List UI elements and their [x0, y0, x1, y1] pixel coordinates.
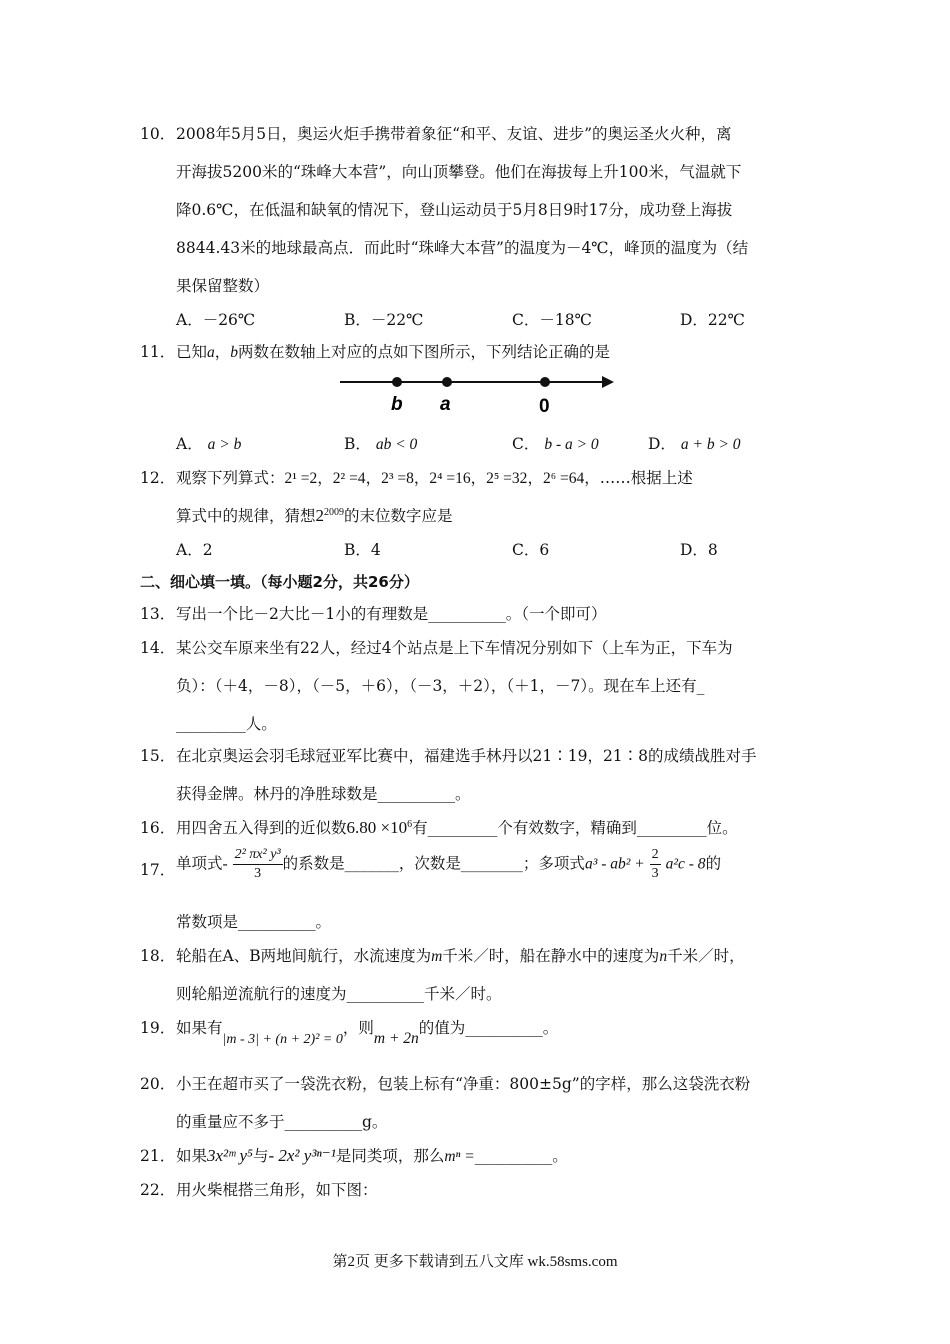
q18-var-n: n	[659, 948, 668, 965]
label-a: a	[440, 394, 451, 415]
q17-polynomial-fraction	[650, 848, 661, 881]
number-line-arrow	[602, 376, 614, 388]
q22-text: 用火柴棍搭三角形，如下图：	[176, 1181, 378, 1199]
q10-text-1: 2008年5月5日，奥运火炬手携带着象征“和平、友谊、进步”的奥运圣火火种，离	[176, 125, 732, 143]
q22-number: 22．	[140, 1181, 176, 1199]
q15-text-1: 在北京奥运会羽毛球冠亚军比赛中，福建选手林丹以21∶19，21∶8的成绩战胜对手	[176, 747, 757, 765]
number-line-figure	[340, 366, 620, 418]
q19-post: 的值为__________。	[418, 1019, 559, 1037]
q18-pre: 轮船在A、B两地间航行，水流速度为	[176, 947, 432, 965]
q20-text-1: 小王在超市买了一袋洗衣粉，包装上标有“净重：800±5g”的字样，那么这袋洗衣粉	[176, 1075, 751, 1093]
point-zero	[540, 377, 550, 387]
q12-option-b: B．4	[344, 541, 381, 559]
q17-frac2-numerator: 2	[650, 848, 661, 865]
q21-expression-1: 3x²ᵐ y⁵	[207, 1146, 253, 1165]
q12-ellipsis: ，……根据上述	[584, 469, 693, 487]
q10-text-3: 降0.6℃，在低温和缺氧的情况下，登山运动员于5月8日9时17分，成功登上海拔	[176, 201, 733, 219]
q12-power-3: 2³ =8	[381, 470, 414, 487]
q19-mid: ，则	[342, 1019, 374, 1037]
q12-text-1: 观察下列算式：2¹ =2，2² =4，2³ =8，2⁴ =16，2⁵ =32，2⁶ =64，……根据上述	[176, 469, 693, 487]
q17-monomial-fraction	[233, 848, 283, 881]
q11-option-a: A． a > b	[176, 435, 242, 453]
q14-number: 14．	[140, 639, 176, 657]
q11-number: 11．	[140, 343, 176, 361]
q16-number: 16．	[140, 819, 176, 837]
q10-text-4: 8844.43米的地球最高点．而此时“珠峰大本营”的温度为－4℃，峰顶的温度为（结	[176, 239, 749, 257]
q11-separator: ，	[214, 343, 231, 361]
q12-power-5: 2⁵ =32	[486, 470, 528, 487]
q10-number: 10．	[140, 125, 176, 143]
q17-text-1	[176, 848, 721, 881]
label-b: b	[391, 394, 403, 415]
q12-option-a: A．2	[176, 541, 213, 559]
q12-text-pre: 观察下列算式：	[176, 469, 285, 487]
q17-fraction-denominator: 3	[254, 866, 262, 881]
q10-text-2: 开海拔5200米的“珠峰大本营”，向山顶攀登。他们在海拔每上升100米，气温就下	[176, 163, 742, 181]
q19-text	[176, 1018, 559, 1047]
q19-number: 19．	[140, 1019, 176, 1037]
q21-expression-3: mⁿ =	[444, 1148, 475, 1165]
q11-option-b: B． ab < 0	[344, 435, 418, 453]
q11-text	[176, 342, 610, 363]
q10-text-5: 果保留整数）	[176, 277, 270, 295]
q16-exponent: 6	[407, 818, 413, 830]
q18-text-2: 则轮船逆流航行的速度为__________千米／时。	[176, 985, 502, 1003]
q11-var-a: a	[207, 344, 215, 361]
q14-text-1: 某公交车原来坐有22人，经过4个站点是上下车情况分别如下（上车为正，下车为	[176, 639, 733, 657]
q12-power-6: 2⁶ =64	[542, 470, 585, 487]
q17-number: 17．	[140, 861, 176, 879]
q11-option-d: D． a + b > 0	[648, 435, 741, 453]
point-b	[392, 377, 402, 387]
q17-negative-sign: -	[222, 855, 228, 873]
q17-pre: 单项式	[176, 854, 223, 873]
q18-number: 18．	[140, 947, 176, 965]
q17-post: 的	[705, 854, 722, 873]
q18-post: 千米／时，	[667, 947, 745, 965]
q10-option-d: D．22℃	[680, 311, 745, 329]
q12-line2-post: 的末位数字应是	[344, 507, 453, 525]
label-zero: 0	[539, 396, 550, 417]
q15-text-2: 获得金牌。林丹的净胜球数是__________。	[176, 785, 471, 803]
page-footer: 第2页 更多下载请到五八文库 wk.58sms.com	[332, 1254, 618, 1270]
q16-pre: 用四舍五入得到的近似数	[176, 819, 347, 837]
q21-post: __________。	[474, 1147, 568, 1165]
q12-option-c: C．6	[512, 541, 550, 559]
point-a	[442, 377, 452, 387]
q16-post: 有_________个有效数字，精确到_________位。	[412, 819, 738, 837]
q19-expression: |m - 3| + (n + 2)² = 0	[222, 1032, 343, 1047]
q10-option-b: B．－22℃	[344, 311, 424, 329]
q12-option-d: D．8	[680, 541, 718, 559]
q15-number: 15．	[140, 747, 176, 765]
q17-polynomial-a: a³ - ab² +	[584, 855, 645, 873]
q19-pre: 如果有	[176, 1019, 223, 1037]
q11-option-c: C． b - a > 0	[512, 435, 599, 453]
q14-text-2: 负）：（＋4，－8），（－5，＋6），（－3，＋2），（＋1，－7）。现在车上还有_	[176, 677, 705, 695]
q17-mid: 的系数是_______，次数是________；多项式	[282, 854, 585, 873]
q11-text-pre: 已知	[176, 343, 208, 361]
q17-polynomial-b: a²c - 8	[665, 855, 706, 873]
q21-text	[176, 1146, 568, 1167]
q18-text-1	[176, 946, 745, 967]
q21-mid-2: 是同类项，那么	[335, 1147, 445, 1165]
q21-mid-1: 与	[252, 1147, 269, 1165]
q12-power-4: 2⁴ =16	[429, 470, 471, 487]
q18-mid: 千米／时，船在静水中的速度为	[442, 947, 660, 965]
q13-text: 写出一个比－2大比－1小的有理数是__________。（一个即可）	[176, 605, 607, 623]
q21-pre: 如果	[176, 1147, 208, 1165]
q12-power-1: 2¹ =2	[284, 470, 318, 487]
q20-number: 20．	[140, 1075, 176, 1093]
q17-fraction-numerator: 2² πx² y³	[233, 848, 283, 865]
q13-number: 13．	[140, 605, 176, 623]
q12-power-2: 2² =4	[332, 470, 366, 487]
q12-text-2	[176, 506, 453, 526]
q11-text-post: 两数在数轴上对应的点如下图所示，下列结论正确的是	[238, 343, 611, 361]
q12-base: 2	[315, 506, 325, 525]
q12-line2-pre: 算式中的规律，猜想	[176, 507, 316, 525]
q12-exponent: 2009	[324, 506, 345, 518]
q21-expression-2: - 2x² y³ⁿ⁻¹	[268, 1146, 336, 1165]
q16-text	[176, 818, 738, 838]
q12-number: 12．	[140, 469, 176, 487]
section-2-heading: 二、细心填一填。（每小题2分，共26分）	[140, 573, 419, 591]
q16-value: 6.80 ×10	[346, 818, 408, 837]
q20-text-2: 的重量应不多于__________g。	[176, 1113, 388, 1131]
q17-text-2: 常数项是__________。	[176, 913, 332, 931]
q21-number: 21．	[140, 1147, 176, 1165]
q14-text-3: _________人。	[176, 715, 277, 733]
q10-option-c: C．－18℃	[512, 311, 592, 329]
q18-var-m: m	[431, 948, 443, 965]
q17-frac2-denominator: 3	[651, 866, 659, 881]
q10-option-a: A．－26℃	[176, 311, 256, 329]
q11-var-b: b	[230, 344, 239, 361]
q19-expression-2: m + 2n	[373, 1030, 419, 1047]
